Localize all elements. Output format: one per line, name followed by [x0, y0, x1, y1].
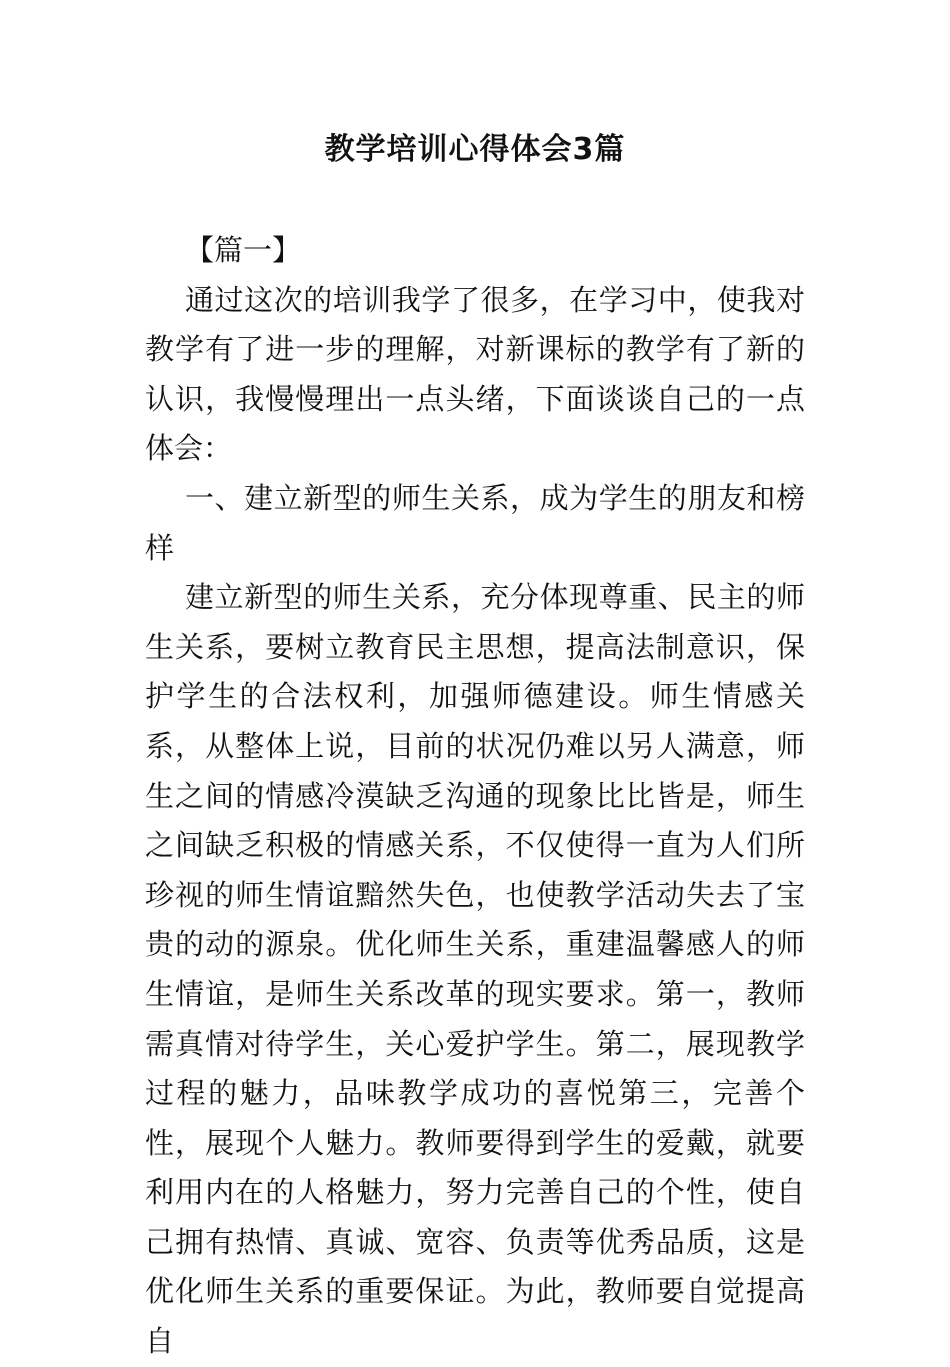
paragraph-body: 建立新型的师生关系，充分体现尊重、民主的师生关系，要树立教育民主思想，提高法制意识，保护学生的合法权利，加强师德建设。师生情感关系，从整体上说，目前的状况仍难以另人满意，师生之间的情感冷漠缺乏沟通的现象比比皆是，师生之间缺乏积极的情感关系，不仅使得一直为人们所珍视的师生情谊黯然失色，也使教学活动失去了宝贵的动的源泉。优化师生关系，重建温馨感人的师生情谊，是师生关系改革的现实要求。第一，教师需真情对待学生，关心爱护学生。第二，展现教学过程的魅力，品味教学成功的喜悦第三，完善个性，展现个人魅力。教师要得到学生的爱戴，就要利用内在的人格魅力，努力完善自己的个性，使自己拥有热情、真诚、宽容、负责等优秀品质，这是优化师生关系的重要保证。为此，教师要自觉提高自 — [145, 580, 805, 1359]
section-label: 【篇一】 — [185, 233, 302, 267]
paragraph-intro: 通过这次的培训我学了很多，在学习中，使我对教学有了进一步的理解，对新课标的教学有了新的认识，我慢慢理出一点头绪，下面谈谈自己的一点体会： — [145, 282, 805, 466]
page-title: 教学培训心得体会3篇 — [324, 132, 626, 167]
document-body — [145, 226, 805, 1367]
section-heading: 一、建立新型的师生关系，成为学生的朋友和榜样 — [145, 480, 805, 565]
